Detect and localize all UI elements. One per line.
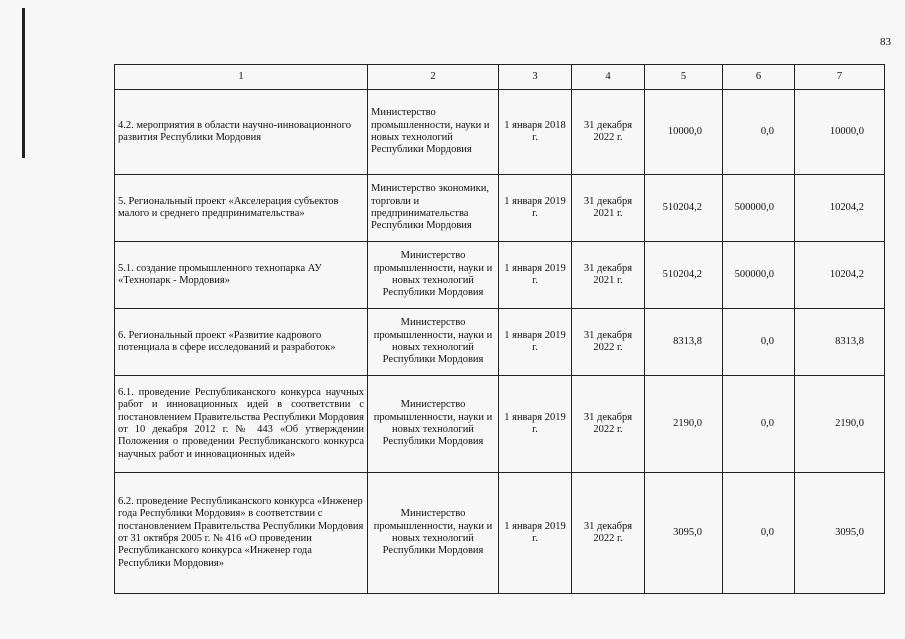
start-date-cell: 1 января 2018 г. <box>499 90 572 175</box>
regional-cell: 2190,0 <box>795 376 885 473</box>
header-cell: 4 <box>572 65 645 90</box>
measure-name-cell: 5. Региональный проект «Акселерация субъектов малого и среднего предпринимательства» <box>115 175 368 242</box>
total-cell: 3095,0 <box>645 473 723 594</box>
regional-cell: 8313,8 <box>795 309 885 376</box>
executor-cell: Министерство промышленности, науки и новых технологий Республики Мордовия <box>368 90 499 175</box>
table-row <box>115 242 885 309</box>
header-row <box>115 65 885 90</box>
federal-cell: 0,0 <box>723 473 795 594</box>
total-cell: 2190,0 <box>645 376 723 473</box>
header-cell: 5 <box>645 65 723 90</box>
measure-name-cell: 4.2. мероприятия в области научно-инновационного развития Республики Мордовия <box>115 90 368 175</box>
measure-name-cell: 6.1. проведение Республиканского конкурса научных работ и инновационных идей в соответствии с постановлением Правительства Республики Мордовия от 10 декабря 2012 г. № 443 «Об утверждении Положения о проведении Республиканского конкурса научных работ и инновационных идей» <box>115 376 368 473</box>
total-cell: 8313,8 <box>645 309 723 376</box>
start-date-cell: 1 января 2019 г. <box>499 376 572 473</box>
header-cell: 1 <box>115 65 368 90</box>
federal-cell: 0,0 <box>723 309 795 376</box>
start-date-cell: 1 января 2019 г. <box>499 242 572 309</box>
total-cell: 510204,2 <box>645 242 723 309</box>
regional-cell: 10204,2 <box>795 175 885 242</box>
start-date-cell: 1 января 2019 г. <box>499 309 572 376</box>
page-number: 83 <box>880 36 891 48</box>
federal-cell: 0,0 <box>723 90 795 175</box>
total-cell: 10000,0 <box>645 90 723 175</box>
end-date-cell: 31 декабря 2021 г. <box>572 242 645 309</box>
table-row <box>115 473 885 594</box>
table-row <box>115 90 885 175</box>
total-cell: 510204,2 <box>645 175 723 242</box>
start-date-cell: 1 января 2019 г. <box>499 175 572 242</box>
header-cell: 6 <box>723 65 795 90</box>
end-date-cell: 31 декабря 2021 г. <box>572 175 645 242</box>
federal-cell: 0,0 <box>723 376 795 473</box>
table-row <box>115 376 885 473</box>
regional-cell: 10000,0 <box>795 90 885 175</box>
end-date-cell: 31 декабря 2022 г. <box>572 90 645 175</box>
program-table <box>114 64 885 594</box>
regional-cell: 3095,0 <box>795 473 885 594</box>
header-cell: 3 <box>499 65 572 90</box>
executor-cell: Министерство промышленности, науки и новых технологий Республики Мордовия <box>368 242 499 309</box>
measure-name-cell: 6. Региональный проект «Развитие кадрового потенциала в сфере исследований и разработок» <box>115 309 368 376</box>
end-date-cell: 31 декабря 2022 г. <box>572 376 645 473</box>
measure-name-cell: 5.1. создание промышленного технопарка АУ «Технопарк - Мордовия» <box>115 242 368 309</box>
start-date-cell: 1 января 2019 г. <box>499 473 572 594</box>
federal-cell: 500000,0 <box>723 175 795 242</box>
scan-margin-mark <box>22 8 25 158</box>
table-row <box>115 175 885 242</box>
federal-cell: 500000,0 <box>723 242 795 309</box>
executor-cell: Министерство экономики, торговли и предпринимательства Республики Мордовия <box>368 175 499 242</box>
table-row <box>115 309 885 376</box>
header-cell: 2 <box>368 65 499 90</box>
regional-cell: 10204,2 <box>795 242 885 309</box>
header-cell: 7 <box>795 65 885 90</box>
executor-cell: Министерство промышленности, науки и новых технологий Республики Мордовия <box>368 309 499 376</box>
executor-cell: Министерство промышленности, науки и новых технологий Республики Мордовия <box>368 376 499 473</box>
end-date-cell: 31 декабря 2022 г. <box>572 473 645 594</box>
measure-name-cell: 6.2. проведение Республиканского конкурса «Инженер года Республики Мордовия» в соответствии с постановлением Правительства Республики Мордовия от 31 октября 2005 г. № 416 «О проведении Республиканского конкурса «Инженер года Республики Мордовия» <box>115 473 368 594</box>
end-date-cell: 31 декабря 2022 г. <box>572 309 645 376</box>
executor-cell: Министерство промышленности, науки и новых технологий Республики Мордовия <box>368 473 499 594</box>
